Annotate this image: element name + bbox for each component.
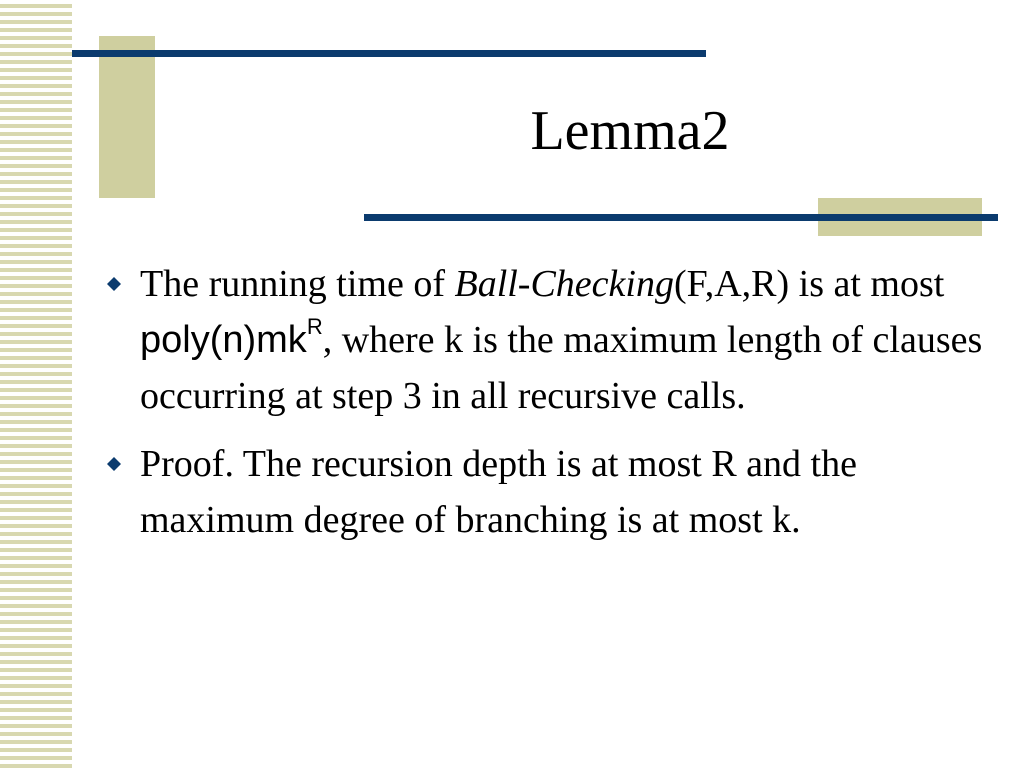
algorithm-name: Ball-Checking — [454, 263, 674, 305]
bullet-text: Proof. The recursion depth is at most R and the maximum degree of branching is at most k. — [140, 443, 857, 541]
complexity-expression: $poly(n)mk^R$ — [140, 314, 323, 361]
slide-title: Lemma2 — [530, 100, 730, 162]
diamond-bullet-icon — [106, 276, 122, 292]
top-navy-rule — [72, 50, 706, 57]
left-stripe-pattern — [0, 0, 72, 768]
bullet-item — [104, 256, 984, 424]
bullet-item — [104, 436, 984, 548]
khaki-vertical-block — [99, 36, 155, 198]
bullet-list — [104, 256, 984, 560]
diamond-bullet-icon — [106, 456, 122, 472]
bottom-navy-rule — [364, 214, 998, 221]
bullet-text: The running time of Ball-Checking(F,A,R) is at most $poly(n)mk^R$, where k is the maximum length of clauses occurring at step 3 in all recursive calls. — [140, 263, 983, 417]
